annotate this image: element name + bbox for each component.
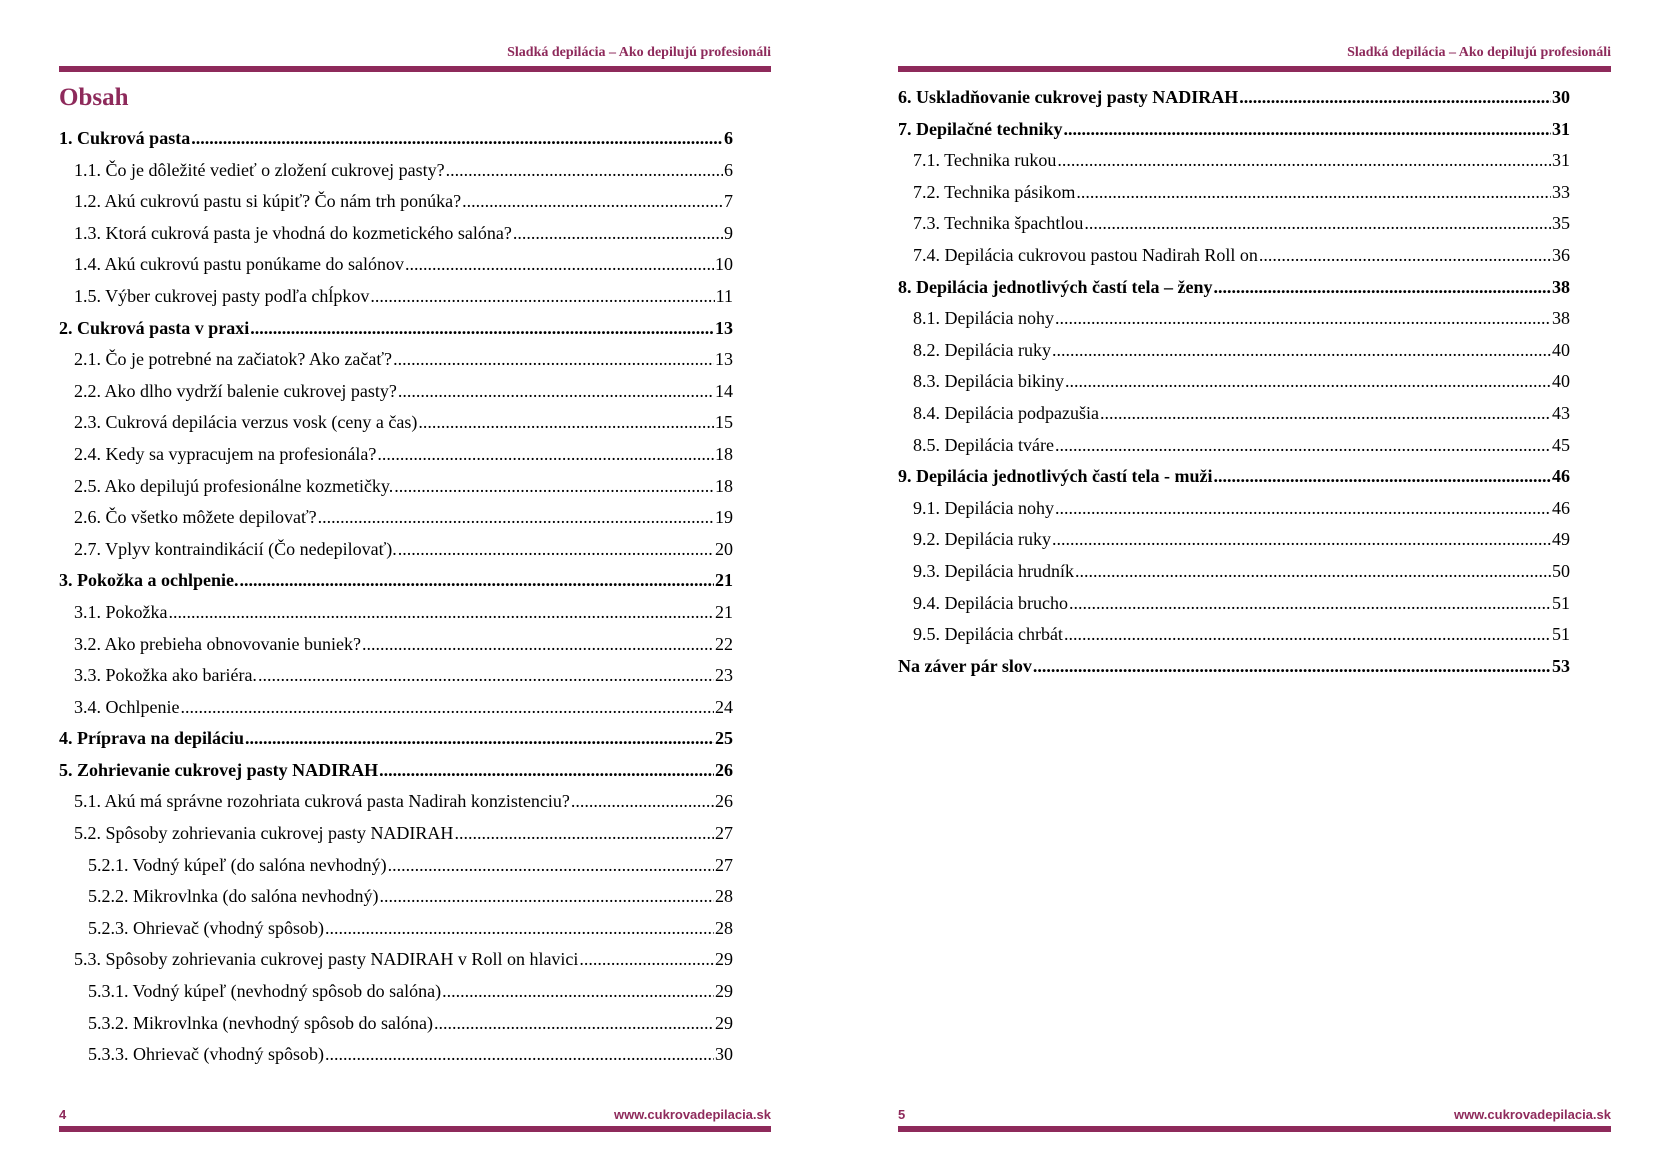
toc-entry-page: 10 bbox=[715, 254, 733, 275]
toc-entry-title: 7.4. Depilácia cukrovou pastou Nadirah Roll on bbox=[913, 244, 1258, 265]
toc-leader-dots bbox=[462, 186, 723, 218]
toc-entry[interactable] bbox=[59, 944, 733, 976]
toc-entry[interactable] bbox=[59, 913, 733, 945]
toc-entry[interactable] bbox=[898, 114, 1570, 146]
toc-entry[interactable] bbox=[59, 786, 733, 818]
toc-entry-page: 27 bbox=[715, 823, 733, 844]
toc-entry-title: 5. Zohrievanie cukrovej pasty NADIRAH bbox=[59, 759, 379, 780]
toc-entry-title: 1.2. Akú cukrovú pastu si kúpiť? Čo nám trh ponúka? bbox=[74, 191, 462, 212]
toc-entry-title: 5.2. Spôsoby zohrievania cukrovej pasty NADIRAH bbox=[74, 823, 454, 844]
header-rule bbox=[898, 66, 1611, 72]
toc-entry-page: 51 bbox=[1552, 624, 1570, 645]
toc-entry[interactable] bbox=[59, 692, 733, 724]
toc-leader-dots bbox=[446, 155, 723, 187]
toc-entry-page: 29 bbox=[715, 949, 733, 970]
toc-leader-dots bbox=[1069, 588, 1551, 620]
toc-entry-page: 30 bbox=[1552, 87, 1570, 107]
toc-entry-title: 2.3. Cukrová depilácia verzus vosk (ceny a čas) bbox=[74, 412, 418, 433]
toc-entry-title: 4. Príprava na depiláciu bbox=[59, 728, 245, 749]
toc-entry[interactable] bbox=[59, 249, 733, 281]
toc-entry-title: 8.5. Depilácia tváre bbox=[913, 434, 1054, 455]
toc-entry-page: 18 bbox=[715, 475, 733, 496]
toc-entry[interactable] bbox=[898, 524, 1570, 556]
toc-entry-title: 8.1. Depilácia nohy bbox=[913, 308, 1054, 329]
page-number: 4 bbox=[59, 1107, 67, 1122]
toc-entry[interactable] bbox=[59, 313, 733, 345]
toc-entry-page: 31 bbox=[1552, 118, 1570, 139]
toc-entry[interactable] bbox=[898, 82, 1570, 114]
toc-entry[interactable] bbox=[59, 376, 733, 408]
toc-entry-title: 8.4. Depilácia podpazušia bbox=[913, 402, 1099, 423]
toc-entry-title: 7.2. Technika pásikom bbox=[913, 181, 1076, 202]
toc-entry-page: 36 bbox=[1552, 244, 1570, 265]
toc-entry-title: 3.4. Ochlpenie bbox=[74, 696, 180, 717]
toc-entry-title: 7.3. Technika špachtlou bbox=[913, 213, 1084, 234]
toc-entry[interactable] bbox=[898, 177, 1570, 209]
toc-entry-page: 46 bbox=[1552, 466, 1570, 487]
toc-entry-page: 21 bbox=[715, 570, 733, 591]
toc-leader-dots bbox=[180, 692, 714, 724]
toc-entry-page: 24 bbox=[715, 696, 733, 717]
toc-leader-dots bbox=[418, 407, 714, 439]
toc-entry-page: 21 bbox=[715, 601, 733, 622]
toc-entry[interactable] bbox=[898, 145, 1570, 177]
toc-entry[interactable] bbox=[59, 502, 733, 534]
toc-entry-page: 22 bbox=[715, 633, 733, 654]
toc-leader-dots bbox=[1055, 430, 1551, 462]
toc-entry-title: 9. Depilácia jednotlivých častí tela - muži bbox=[898, 466, 1213, 487]
toc-entry[interactable] bbox=[59, 723, 733, 755]
toc-entry-page: 25 bbox=[715, 728, 733, 749]
toc-entry-page: 28 bbox=[715, 917, 733, 938]
toc-entry-title: 2.5. Ako depilujú profesionálne kozmetičky. bbox=[74, 475, 394, 496]
toc-entry-page: 26 bbox=[715, 791, 733, 812]
running-header: Sladká depilácia – Ako depilujú profesionáli bbox=[1347, 45, 1611, 60]
toc-entry-page: 26 bbox=[715, 759, 733, 780]
toc-entry[interactable] bbox=[898, 335, 1570, 367]
toc-title: Obsah bbox=[59, 84, 129, 111]
toc-entry-title: 5.2.1. Vodný kúpeľ (do salóna nevhodný) bbox=[88, 854, 387, 875]
toc-entry-title: 2. Cukrová pasta v praxi bbox=[59, 317, 250, 338]
toc-entry-page: 35 bbox=[1552, 213, 1570, 234]
toc-leader-dots bbox=[258, 660, 714, 692]
toc-entry[interactable] bbox=[59, 755, 733, 787]
toc-entry-title: 1.1. Čo je dôležité vedieť o zložení cukrovej pasty? bbox=[74, 159, 445, 180]
footer-url[interactable]: www.cukrovadepilacia.sk bbox=[1453, 1107, 1611, 1122]
toc-leader-dots bbox=[1064, 619, 1551, 651]
toc-leader-dots bbox=[1239, 82, 1551, 114]
toc-entry[interactable] bbox=[59, 281, 733, 313]
toc-leader-dots bbox=[571, 786, 714, 818]
toc-entry-page: 13 bbox=[715, 349, 733, 370]
toc-leader-dots bbox=[394, 471, 714, 503]
toc-leader-dots bbox=[362, 629, 714, 661]
toc-entry[interactable] bbox=[59, 881, 733, 913]
toc-entry-title: 8.3. Depilácia bikiny bbox=[913, 371, 1064, 392]
header-rule bbox=[59, 66, 771, 72]
toc-entry[interactable] bbox=[59, 186, 733, 218]
toc-leader-dots bbox=[1055, 493, 1551, 525]
toc-entry[interactable] bbox=[59, 155, 733, 187]
toc-entry-title: Na záver pár slov bbox=[898, 655, 1032, 676]
toc-entry-page: 38 bbox=[1552, 308, 1570, 329]
toc-entry[interactable] bbox=[898, 272, 1570, 304]
toc-entry[interactable] bbox=[59, 660, 733, 692]
toc-entry[interactable] bbox=[59, 471, 733, 503]
page-number: 5 bbox=[898, 1107, 906, 1122]
toc-entry-page: 6 bbox=[724, 159, 733, 180]
toc-leader-dots bbox=[370, 281, 714, 313]
toc-entry-title: 1. Cukrová pasta bbox=[59, 128, 191, 148]
footer-url[interactable]: www.cukrovadepilacia.sk bbox=[613, 1107, 771, 1122]
toc-entry-title: 9.2. Depilácia ruky bbox=[913, 529, 1051, 550]
toc-leader-dots bbox=[1065, 366, 1551, 398]
toc-entry-title: 2.7. Vplyv kontraindikácií (Čo nedepilovať). bbox=[74, 538, 397, 559]
toc-leader-dots bbox=[434, 1008, 714, 1040]
toc-list-left bbox=[59, 123, 733, 1071]
toc-entry-title: 5.2.2. Mikrovlnka (do salóna nevhodný) bbox=[88, 886, 379, 907]
toc-leader-dots bbox=[1075, 556, 1551, 588]
toc-entry-page: 7 bbox=[724, 191, 733, 212]
toc-leader-dots bbox=[1084, 208, 1551, 240]
toc-entry[interactable] bbox=[898, 461, 1570, 493]
toc-entry[interactable] bbox=[59, 344, 733, 376]
toc-entry-page: 50 bbox=[1552, 560, 1570, 581]
toc-entry[interactable] bbox=[59, 1039, 733, 1071]
toc-entry[interactable] bbox=[898, 588, 1570, 620]
toc-entry-title: 2.2. Ako dlho vydrží balenie cukrovej pasty? bbox=[74, 380, 397, 401]
toc-entry-title: 9.3. Depilácia hrudník bbox=[913, 560, 1074, 581]
right-page bbox=[830, 0, 1660, 1169]
toc-entry-title: 2.1. Čo je potrebné na začiatok? Ako začať? bbox=[74, 349, 393, 370]
toc-entry-page: 28 bbox=[715, 886, 733, 907]
toc-entry[interactable] bbox=[898, 493, 1570, 525]
toc-entry-title: 8. Depilácia jednotlivých častí tela – ženy bbox=[898, 276, 1213, 297]
toc-entry-page: 51 bbox=[1552, 592, 1570, 613]
toc-entry-title: 5.3.1. Vodný kúpeľ (nevhodný spôsob do salóna) bbox=[88, 981, 442, 1002]
toc-entry-title: 9.1. Depilácia nohy bbox=[913, 497, 1054, 518]
footer-rule bbox=[59, 1126, 771, 1132]
toc-entry-page: 29 bbox=[715, 1012, 733, 1033]
toc-entry-title: 6. Uskladňovanie cukrovej pasty NADIRAH bbox=[898, 87, 1239, 107]
toc-entry[interactable] bbox=[59, 407, 733, 439]
toc-entry[interactable] bbox=[59, 850, 733, 882]
toc-entry-page: 15 bbox=[715, 412, 733, 433]
toc-entry[interactable] bbox=[59, 597, 733, 629]
toc-entry-page: 30 bbox=[715, 1044, 733, 1065]
toc-entry-page: 19 bbox=[715, 507, 733, 528]
toc-entry[interactable] bbox=[898, 430, 1570, 462]
toc-entry-title: 9.5. Depilácia chrbát bbox=[913, 624, 1063, 645]
toc-entry-page: 53 bbox=[1552, 655, 1570, 676]
toc-leader-dots bbox=[388, 850, 714, 882]
toc-entry-page: 11 bbox=[715, 285, 733, 306]
toc-entry-page: 14 bbox=[715, 380, 733, 401]
toc-entry-page: 40 bbox=[1552, 339, 1570, 360]
toc-leader-dots bbox=[398, 534, 714, 566]
toc-entry-title: 5.2.3. Ohrievač (vhodný spôsob) bbox=[88, 917, 324, 938]
toc-leader-dots bbox=[398, 376, 714, 408]
toc-entry-title: 5.3.2. Mikrovlnka (nevhodný spôsob do salóna) bbox=[88, 1012, 433, 1033]
toc-leader-dots bbox=[250, 313, 714, 345]
toc-entry-page: 40 bbox=[1552, 371, 1570, 392]
toc-entry-page: 33 bbox=[1552, 181, 1570, 202]
toc-entry-title: 8.2. Depilácia ruky bbox=[913, 339, 1051, 360]
toc-entry-page: 31 bbox=[1552, 150, 1570, 171]
toc-entry-title: 3. Pokožka a ochlpenie. bbox=[59, 570, 239, 591]
toc-entry[interactable] bbox=[59, 123, 733, 155]
toc-leader-dots bbox=[1057, 145, 1551, 177]
toc-entry-page: 38 bbox=[1552, 276, 1570, 297]
toc-leader-dots bbox=[318, 502, 714, 534]
toc-entry-title: 7. Depilačné techniky bbox=[898, 118, 1063, 139]
toc-entry[interactable] bbox=[59, 565, 733, 597]
toc-entry-title: 1.5. Výber cukrovej pasty podľa chĺpkov bbox=[74, 285, 370, 306]
toc-entry-page: 18 bbox=[715, 443, 733, 464]
toc-leader-dots bbox=[1076, 177, 1551, 209]
toc-entry-page: 27 bbox=[715, 854, 733, 875]
toc-leader-dots bbox=[379, 881, 714, 913]
toc-entry[interactable] bbox=[898, 366, 1570, 398]
toc-leader-dots bbox=[454, 818, 714, 850]
toc-leader-dots bbox=[579, 944, 714, 976]
toc-entry[interactable] bbox=[898, 240, 1570, 272]
toc-entry-title: 7.1. Technika rukou bbox=[913, 150, 1057, 171]
toc-entry-title: 2.6. Čo všetko môžete depilovať? bbox=[74, 507, 317, 528]
toc-leader-dots bbox=[1064, 114, 1552, 146]
toc-entry[interactable] bbox=[59, 1008, 733, 1040]
toc-entry-title: 3.1. Pokožka bbox=[74, 601, 168, 622]
toc-leader-dots bbox=[1259, 240, 1551, 272]
toc-entry[interactable] bbox=[59, 818, 733, 850]
running-header: Sladká depilácia – Ako depilujú profesionáli bbox=[507, 45, 771, 60]
toc-entry-title: 5.1. Akú má správne rozohriata cukrová pasta Nadirah konzistenciu? bbox=[74, 791, 570, 812]
toc-entry-page: 45 bbox=[1552, 434, 1570, 455]
toc-leader-dots bbox=[379, 755, 714, 787]
toc-entry[interactable] bbox=[898, 303, 1570, 335]
toc-entry[interactable] bbox=[898, 651, 1570, 683]
toc-entry-page: 46 bbox=[1552, 497, 1570, 518]
toc-entry[interactable] bbox=[898, 208, 1570, 240]
toc-leader-dots bbox=[245, 723, 714, 755]
toc-leader-dots bbox=[1055, 303, 1551, 335]
toc-leader-dots bbox=[405, 249, 714, 281]
toc-entry-title: 1.3. Ktorá cukrová pasta je vhodná do kozmetického salóna? bbox=[74, 222, 512, 243]
toc-entry[interactable] bbox=[59, 218, 733, 250]
toc-leader-dots bbox=[1100, 398, 1551, 430]
toc-entry-page: 43 bbox=[1552, 402, 1570, 423]
toc-entry[interactable] bbox=[59, 439, 733, 471]
toc-entry-page: 20 bbox=[715, 538, 733, 559]
toc-leader-dots bbox=[442, 976, 714, 1008]
toc-leader-dots bbox=[325, 1039, 714, 1071]
toc-entry-page: 49 bbox=[1552, 529, 1570, 550]
toc-leader-dots bbox=[377, 439, 714, 471]
toc-entry-title: 3.3. Pokožka ako bariéra. bbox=[74, 665, 257, 686]
toc-entry-title: 5.3.3. Ohrievač (vhodný spôsob) bbox=[88, 1044, 324, 1065]
toc-entry[interactable] bbox=[898, 556, 1570, 588]
toc-leader-dots bbox=[513, 218, 723, 250]
toc-leader-dots bbox=[1033, 651, 1551, 683]
toc-entry-title: 5.3. Spôsoby zohrievania cukrovej pasty NADIRAH v Roll on hlavici bbox=[74, 949, 579, 970]
toc-list-right bbox=[898, 82, 1570, 682]
toc-entry-page: 6 bbox=[724, 128, 733, 148]
toc-entry-page: 23 bbox=[715, 665, 733, 686]
toc-entry-page: 9 bbox=[724, 222, 733, 243]
toc-leader-dots bbox=[1052, 335, 1551, 367]
toc-leader-dots bbox=[169, 597, 715, 629]
toc-leader-dots bbox=[1213, 461, 1551, 493]
toc-entry[interactable] bbox=[59, 976, 733, 1008]
toc-leader-dots bbox=[240, 565, 714, 597]
toc-entry[interactable] bbox=[898, 619, 1570, 651]
toc-entry-title: 9.4. Depilácia brucho bbox=[913, 592, 1068, 613]
toc-leader-dots bbox=[1213, 272, 1551, 304]
toc-entry[interactable] bbox=[59, 629, 733, 661]
toc-entry-page: 13 bbox=[715, 317, 733, 338]
toc-entry-title: 1.4. Akú cukrovú pastu ponúkame do salónov bbox=[74, 254, 404, 275]
toc-entry[interactable] bbox=[898, 398, 1570, 430]
toc-entry[interactable] bbox=[59, 534, 733, 566]
toc-leader-dots bbox=[191, 123, 723, 155]
footer-rule bbox=[898, 1126, 1611, 1132]
toc-leader-dots bbox=[393, 344, 714, 376]
toc-entry-page: 29 bbox=[715, 981, 733, 1002]
toc-leader-dots bbox=[1052, 524, 1551, 556]
toc-leader-dots bbox=[325, 913, 714, 945]
toc-entry-title: 2.4. Kedy sa vypracujem na profesionála? bbox=[74, 443, 377, 464]
toc-entry-title: 3.2. Ako prebieha obnovovanie buniek? bbox=[74, 633, 361, 654]
